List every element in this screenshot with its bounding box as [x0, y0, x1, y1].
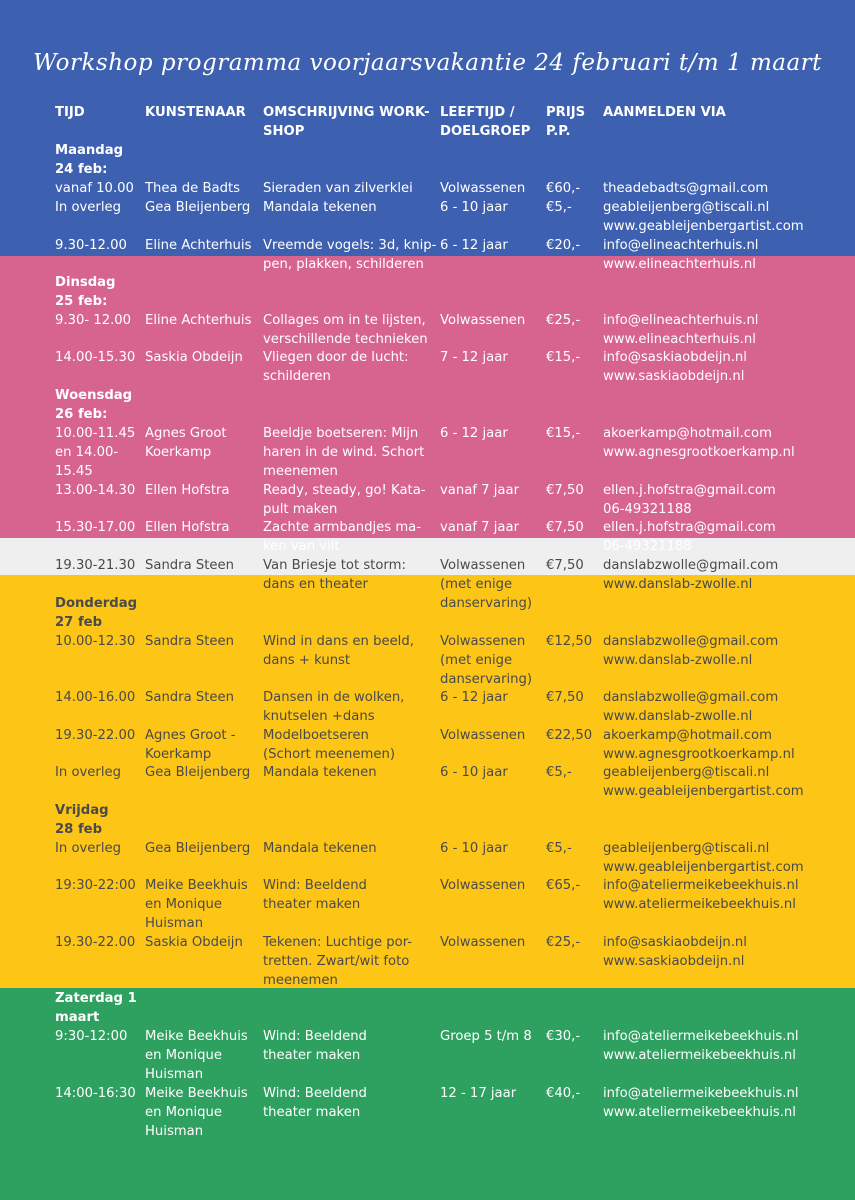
row-age: 6 - 10 jaar — [440, 200, 508, 215]
header-signup: AANMELDEN VIA — [603, 105, 726, 120]
row-signup[interactable]: geableijenberg@tiscali.nl www.geableijenbergartist.com — [603, 841, 804, 875]
header-price: PRIJS P.P. — [546, 105, 586, 139]
row-price: €22,50 — [546, 728, 593, 743]
row-signup[interactable]: info@saskiaobdeijn.nl www.saskiaobdeijn.nl — [603, 350, 747, 384]
day-heading: Woensdag 26 feb: — [55, 388, 133, 422]
row-age: 7 - 12 jaar — [440, 350, 508, 365]
row-time: 9.30-12.00 — [55, 238, 127, 253]
row-description: Mandala tekenen — [263, 200, 377, 215]
row-description: Zachte armbandjes ma- ken van vilt — [263, 520, 422, 554]
header-time: TIJD — [55, 105, 85, 120]
row-price: €40,- — [546, 1086, 581, 1101]
row-time: 19:30-22:00 — [55, 878, 136, 893]
row-description: Sieraden van zilverklei — [263, 181, 413, 196]
day-heading: Zaterdag 1 maart — [55, 991, 137, 1025]
row-artist: Sandra Steen — [145, 558, 235, 573]
row-time: 19.30-21.30 — [55, 558, 136, 573]
row-description: Van Briesje tot storm: dans en theater — [263, 558, 406, 592]
row-time: 14.00-16.00 — [55, 690, 136, 705]
day-heading: Maandag 24 feb: — [55, 143, 124, 177]
row-description: Vreemde vogels: 3d, knip- pen, plakken, schilderen — [263, 238, 437, 272]
row-time: In overleg — [55, 841, 121, 856]
row-age: Volwassenen — [440, 181, 526, 196]
row-price: €7,50 — [546, 520, 584, 535]
row-time: 9.30- 12.00 — [55, 313, 132, 328]
row-age: 6 - 12 jaar — [440, 238, 508, 253]
row-time: 14:00-16:30 — [55, 1086, 136, 1101]
row-price: €15,- — [546, 350, 581, 365]
row-price: €20,- — [546, 238, 581, 253]
day-heading: Dinsdag 25 feb: — [55, 275, 116, 309]
row-age: Volwassenen — [440, 313, 526, 328]
header-age: LEEFTIJD / DOELGROEP — [440, 105, 531, 139]
row-price: €30,- — [546, 1029, 581, 1044]
row-price: €7,50 — [546, 558, 584, 573]
row-artist: Gea Bleijenberg — [145, 200, 251, 215]
row-age: Groep 5 t/m 8 — [440, 1029, 532, 1044]
row-signup[interactable]: akoerkamp@hotmail.com www.agnesgrootkoerkamp.nl — [603, 728, 795, 762]
row-age: 6 - 12 jaar — [440, 426, 508, 441]
row-price: €5,- — [546, 200, 572, 215]
row-artist: Gea Bleijenberg — [145, 841, 251, 856]
row-time: 10.00-12.30 — [55, 634, 136, 649]
row-price: €25,- — [546, 313, 581, 328]
row-description: Wind: Beeldend theater maken — [263, 1029, 367, 1063]
row-artist: Ellen Hofstra — [145, 520, 230, 535]
row-price: €65,- — [546, 878, 581, 893]
row-price: €7,50 — [546, 483, 584, 498]
row-price: €25,- — [546, 935, 581, 950]
header-description: OMSCHRIJVING WORK- SHOP — [263, 105, 430, 139]
row-price: €15,- — [546, 426, 581, 441]
row-time: 13.00-14.30 — [55, 483, 136, 498]
row-price: €12,50 — [546, 634, 593, 649]
row-age: Volwassenen — [440, 728, 526, 743]
row-time: 10.00-11.45 en 14.00- 15.45 — [55, 426, 136, 479]
row-description: Mandala tekenen — [263, 841, 377, 856]
row-signup[interactable]: danslabzwolle@gmail.com www.danslab-zwolle.nl — [603, 690, 779, 724]
row-description: Wind in dans en beeld, dans + kunst — [263, 634, 414, 668]
row-description: Wind: Beeldend theater maken — [263, 1086, 367, 1120]
row-age: vanaf 7 jaar — [440, 483, 519, 498]
row-price: €5,- — [546, 765, 572, 780]
row-description: Modelboetseren (Schort meenemen) — [263, 728, 395, 762]
row-price: €5,- — [546, 841, 572, 856]
row-signup[interactable]: ellen.j.hofstra@gmail.com 06-49321188 — [603, 483, 776, 517]
row-time: In overleg — [55, 765, 121, 780]
row-age: Volwassenen — [440, 935, 526, 950]
row-artist: Agnes Groot Koerkamp — [145, 426, 227, 460]
row-signup[interactable]: geableijenberg@tiscali.nl www.geableijenbergartist.com — [603, 765, 804, 799]
row-time: 19.30-22.00 — [55, 728, 136, 743]
row-time: 9:30-12:00 — [55, 1029, 128, 1044]
row-time: 15.30-17.00 — [55, 520, 136, 535]
row-signup[interactable]: akoerkamp@hotmail.com www.agnesgrootkoerkamp.nl — [603, 426, 795, 460]
row-signup[interactable]: info@ateliermeikebeekhuis.nl www.ateliermeikebeekhuis.nl — [603, 1029, 799, 1063]
row-signup[interactable]: info@saskiaobdeijn.nl www.saskiaobdeijn.nl — [603, 935, 747, 969]
row-age: 6 - 10 jaar — [440, 765, 508, 780]
row-artist: Meike Beekhuis en Monique Huisman — [145, 1029, 248, 1082]
row-time: 19.30-22.00 — [55, 935, 136, 950]
row-artist: Eline Achterhuis — [145, 238, 252, 253]
row-age: Volwassenen (met enige danservaring) — [440, 558, 533, 611]
row-artist: Sandra Steen — [145, 690, 235, 705]
row-time: In overleg — [55, 200, 121, 215]
row-time: vanaf 10.00 — [55, 181, 134, 196]
row-signup[interactable]: info@ateliermeikebeekhuis.nl www.ateliermeikebeekhuis.nl — [603, 1086, 799, 1120]
day-heading: Donderdag 27 feb — [55, 596, 138, 630]
row-signup[interactable]: danslabzwolle@gmail.com www.danslab-zwolle.nl — [603, 558, 779, 592]
row-artist: Ellen Hofstra — [145, 483, 230, 498]
row-description: Wind: Beeldend theater maken — [263, 878, 367, 912]
row-artist: Agnes Groot - Koerkamp — [145, 728, 236, 762]
row-artist: Saskia Obdeijn — [145, 935, 243, 950]
row-signup[interactable]: ellen.j.hofstra@gmail.com 06-49321188 — [603, 520, 776, 554]
row-description: Beeldje boetseren: Mijn haren in de wind. Schort meenemen — [263, 426, 425, 479]
row-age: vanaf 7 jaar — [440, 520, 519, 535]
row-artist: Saskia Obdeijn — [145, 350, 243, 365]
row-age: 12 - 17 jaar — [440, 1086, 517, 1101]
row-age: 6 - 10 jaar — [440, 841, 508, 856]
day-heading: Vrijdag 28 feb — [55, 803, 109, 837]
row-signup[interactable]: geableijenberg@tiscali.nl www.geableijenbergartist.com — [603, 200, 804, 234]
row-signup[interactable]: info@ateliermeikebeekhuis.nl www.ateliermeikebeekhuis.nl — [603, 878, 799, 912]
row-signup[interactable]: info@elineachterhuis.nl www.elineachterhuis.nl — [603, 313, 759, 347]
row-description: Dansen in de wolken, knutselen +dans — [263, 690, 405, 724]
row-artist: Meike Beekhuis en Monique Huisman — [145, 878, 248, 931]
row-price: €60,- — [546, 181, 581, 196]
row-description: Vliegen door de lucht: schilderen — [263, 350, 409, 384]
row-age: Volwassenen — [440, 878, 526, 893]
row-artist: Eline Achterhuis — [145, 313, 252, 328]
row-artist: Meike Beekhuis en Monique Huisman — [145, 1086, 248, 1139]
row-signup[interactable]: info@elineachterhuis.nl www.elineachterhuis.nl — [603, 238, 759, 272]
row-artist: Sandra Steen — [145, 634, 235, 649]
row-signup[interactable]: danslabzwolle@gmail.com www.danslab-zwolle.nl — [603, 634, 779, 668]
row-age: Volwassenen (met enige danservaring) — [440, 634, 533, 687]
row-time: 14.00-15.30 — [55, 350, 136, 365]
row-artist: Gea Bleijenberg — [145, 765, 251, 780]
row-age: 6 - 12 jaar — [440, 690, 508, 705]
row-description: Collages om in te lijsten, verschillende technieken — [263, 313, 428, 347]
row-description: Ready, steady, go! Kata- pult maken — [263, 483, 426, 517]
row-signup[interactable]: theadebadts@gmail.com — [603, 181, 769, 196]
row-artist: Thea de Badts — [145, 181, 241, 196]
row-price: €7,50 — [546, 690, 584, 705]
page-title: Workshop programma voorjaarsvakantie 24 februari t/m 1 maart — [33, 50, 822, 76]
header-artist: KUNSTENAAR — [145, 105, 246, 120]
row-description: Mandala tekenen — [263, 765, 377, 780]
row-description: Tekenen: Luchtige por- tretten. Zwart/wit foto meenemen — [263, 935, 413, 988]
